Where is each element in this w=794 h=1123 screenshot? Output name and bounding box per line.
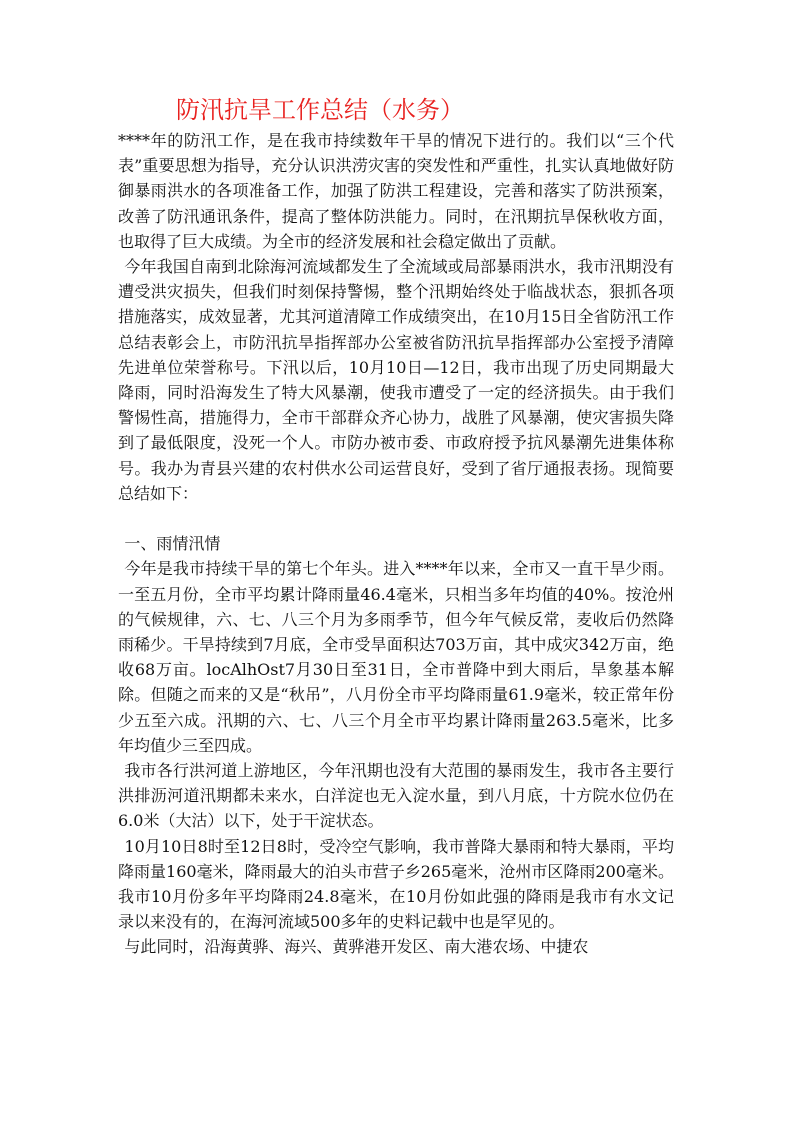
- intro-paragraph-1: ****年的防汛工作，是在我市持续数年干旱的情况下进行的。我们以“三个代表”重要思想为指导，充分认识洪涝灾害的突发性和严重性，扎实认真地做好防御暴雨洪水的各项准备工作，加强了防洪工程建设，完善和落实了防洪预案，改善了防汛通讯条件，提高了整体防洪能力。同时，在汛期抗旱保秋收方面，也取得了巨大成绩。为全市的经济发展和社会稳定做出了贡献。: [118, 131, 674, 251]
- section-paragraph-3: 10月10日8时至12日8时，受冷空气影响，我市普降大暴雨和特大暴雨，平均降雨量160毫米，降雨最大的泊头市营子乡265毫米，沧州市区降雨200毫米。我市10月份多年平均降雨24.8毫米，在10月份如此强的降雨是我市有水文记录以来没有的，在海河流域500多年的史料记载中也是罕见的。: [118, 836, 674, 932]
- section-heading-rain-flood: 一、雨情汛情: [124, 534, 221, 554]
- section-paragraph-4: 与此同时，沿海黄骅、海兴、黄骅港开发区、南大港农场、中捷农: [124, 937, 589, 957]
- document-body: [118, 128, 674, 960]
- section-paragraph-2: 我市各行洪河道上游地区，今年汛期也没有大范围的暴雨发生，我市各主要行洪排沥河道汛期都未来水，白洋淀也无入淀水量，到八月底，十方院水位仍在6.0米（大沽）以下，处于干淀状态。: [118, 761, 674, 831]
- section-paragraph-1: 今年是我市持续干旱的第七个年头。进入****年以来，全市又一直干旱少雨。一至五月份，全市平均累计降雨量46.4毫米，只相当多年均值的40%。按沧州的气候规律，六、七、八三个月为多雨季节，但今年气候反常，麦收后仍然降雨稀少。干旱持续到7月底，全市受旱面积达703万亩，其中成灾342万亩，绝收68万亩。locAlhOst7月30日至31日，全市普降中到大雨后，旱象基本解除。但随之而来的又是“秋吊”，八月份全市平均降雨量61.9毫米，较正常年份少五至六成。汛期的六、七、八三个月全市平均累计降雨量263.5毫米，比多年均值少三至四成。: [118, 559, 674, 755]
- intro-paragraph-2: 今年我国自南到北除海河流域都发生了全流域或局部暴雨洪水，我市汛期没有遭受洪灾损失，但我们时刻保持警惕，整个汛期始终处于临战状态，狠抓各项措施落实，成效显著，尤其河道清障工作成绩突出，在10月15日全省防汛工作总结表彰会上，市防汛抗旱指挥部办公室被省防汛抗旱指挥部办公室授予清障先进单位荣誉称号。下汛以后，10月10日—12日，我市出现了历史同期最大降雨，同时沿海发生了特大风暴潮，使我市遭受了一定的经济损失。由于我们警惕性高，措施得力，全市干部群众齐心协力，战胜了风暴潮，使灾害损失降到了最低限度，没死一个人。市防办被市委、市政府授予抗风暴潮先进集体称号。我办为青县兴建的农村供水公司运营良好，受到了省厅通报表扬。现简要总结如下：: [118, 257, 674, 503]
- paragraph-spacer: [118, 506, 674, 531]
- document-title: 防汛抗旱工作总结（水务）: [176, 96, 464, 124]
